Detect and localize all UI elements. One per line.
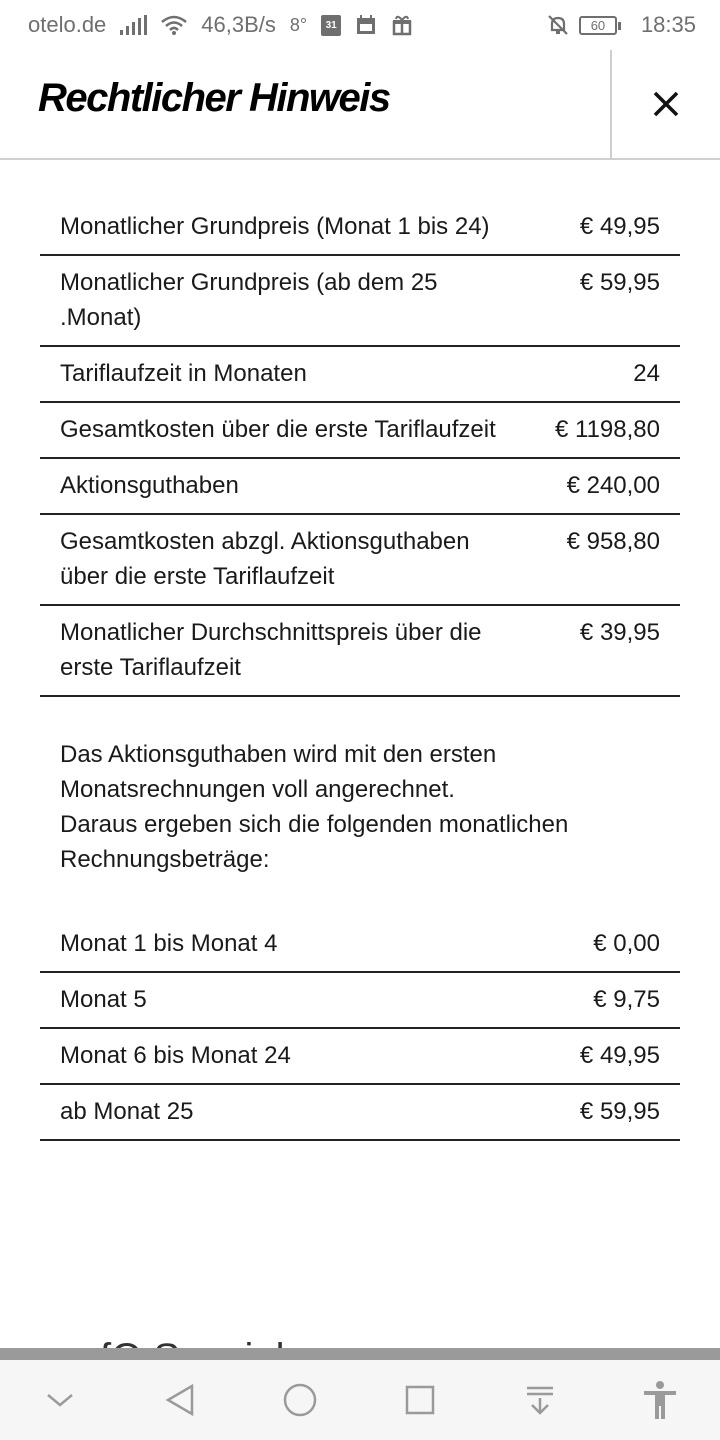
signal-icon	[120, 15, 147, 35]
gift-icon	[391, 14, 413, 36]
row-label: Monatlicher Grundpreis (ab dem 25 .Monat)	[40, 255, 540, 346]
collapse-nav-button[interactable]	[30, 1370, 90, 1430]
clock: 18:35	[640, 12, 696, 37]
row-value: € 9,75	[540, 972, 680, 1028]
table-row	[40, 402, 680, 458]
row-label: Aktionsguthaben	[40, 458, 540, 514]
row-label: Monatlicher Grundpreis (Monat 1 bis 24)	[40, 200, 540, 255]
home-icon	[282, 1382, 318, 1418]
row-value: € 240,00	[540, 458, 680, 514]
table-row	[40, 255, 680, 346]
back-icon	[164, 1383, 196, 1417]
row-value: 24	[540, 346, 680, 402]
row-value: € 49,95	[540, 200, 680, 255]
table-row	[40, 605, 680, 696]
row-value: € 1198,80	[540, 402, 680, 458]
row-label: Monat 5	[40, 972, 540, 1028]
row-value: € 39,95	[540, 605, 680, 696]
recents-button[interactable]	[390, 1370, 450, 1430]
table-row	[40, 200, 680, 255]
row-value: € 49,95	[540, 1028, 680, 1084]
row-label: Monatlicher Durchschnittspreis über die erste Tariflaufzeit	[40, 605, 540, 696]
row-label: Monat 6 bis Monat 24	[40, 1028, 540, 1084]
accessibility-button[interactable]	[630, 1370, 690, 1430]
accessibility-icon	[642, 1380, 678, 1420]
chevron-down-icon	[45, 1390, 75, 1410]
event-icon	[355, 14, 377, 36]
table-row	[40, 346, 680, 402]
row-label: Tariflaufzeit in Monaten	[40, 346, 540, 402]
row-value: € 59,95	[540, 255, 680, 346]
download-button[interactable]	[510, 1370, 570, 1430]
recents-icon	[404, 1384, 436, 1416]
mute-bell-icon	[547, 14, 569, 36]
monthly-table	[40, 917, 680, 1141]
row-value: € 958,80	[540, 514, 680, 605]
page-title: Rechtlicher Hinweis	[38, 76, 390, 120]
status-bar	[0, 0, 720, 50]
battery-icon: 60	[579, 16, 617, 35]
table-row	[40, 1028, 680, 1084]
temperature: 8°	[289, 14, 308, 35]
home-button[interactable]	[270, 1370, 330, 1430]
table-row	[40, 972, 680, 1028]
close-button[interactable]	[612, 50, 720, 158]
row-label: Gesamtkosten über die erste Tariflaufzeit	[40, 402, 540, 458]
row-label: ab Monat 25	[40, 1084, 540, 1140]
table-row	[40, 917, 680, 972]
note-text-1: Das Aktionsguthaben wird mit den ersten Monatsrechnungen voll angerechnet.	[60, 741, 497, 803]
row-label: Gesamtkosten abzgl. Aktionsguthaben über die erste Tariflaufzeit	[40, 514, 540, 605]
network-speed: 46,3B/s	[201, 12, 276, 37]
row-value: € 59,95	[540, 1084, 680, 1140]
note-text-2: Daraus ergeben sich die folgenden monatlichen Rechnungsbeträge:	[60, 811, 569, 873]
price-table	[40, 200, 680, 697]
download-icon	[524, 1384, 556, 1416]
carrier-label: otelo.de	[28, 12, 107, 37]
table-row	[40, 1084, 680, 1140]
legal-content	[40, 200, 680, 1141]
system-nav-bar	[0, 1360, 720, 1440]
calendar-icon: 31	[321, 15, 341, 36]
table-row	[40, 458, 680, 514]
table-row	[40, 514, 680, 605]
credit-note	[40, 697, 680, 917]
back-button[interactable]	[150, 1370, 210, 1430]
wifi-icon	[161, 15, 187, 35]
dialog-header	[0, 50, 720, 160]
row-value: € 0,00	[540, 917, 680, 972]
row-label: Monat 1 bis Monat 4	[40, 917, 540, 972]
close-icon	[652, 90, 680, 118]
background-page-edge	[0, 1348, 720, 1360]
